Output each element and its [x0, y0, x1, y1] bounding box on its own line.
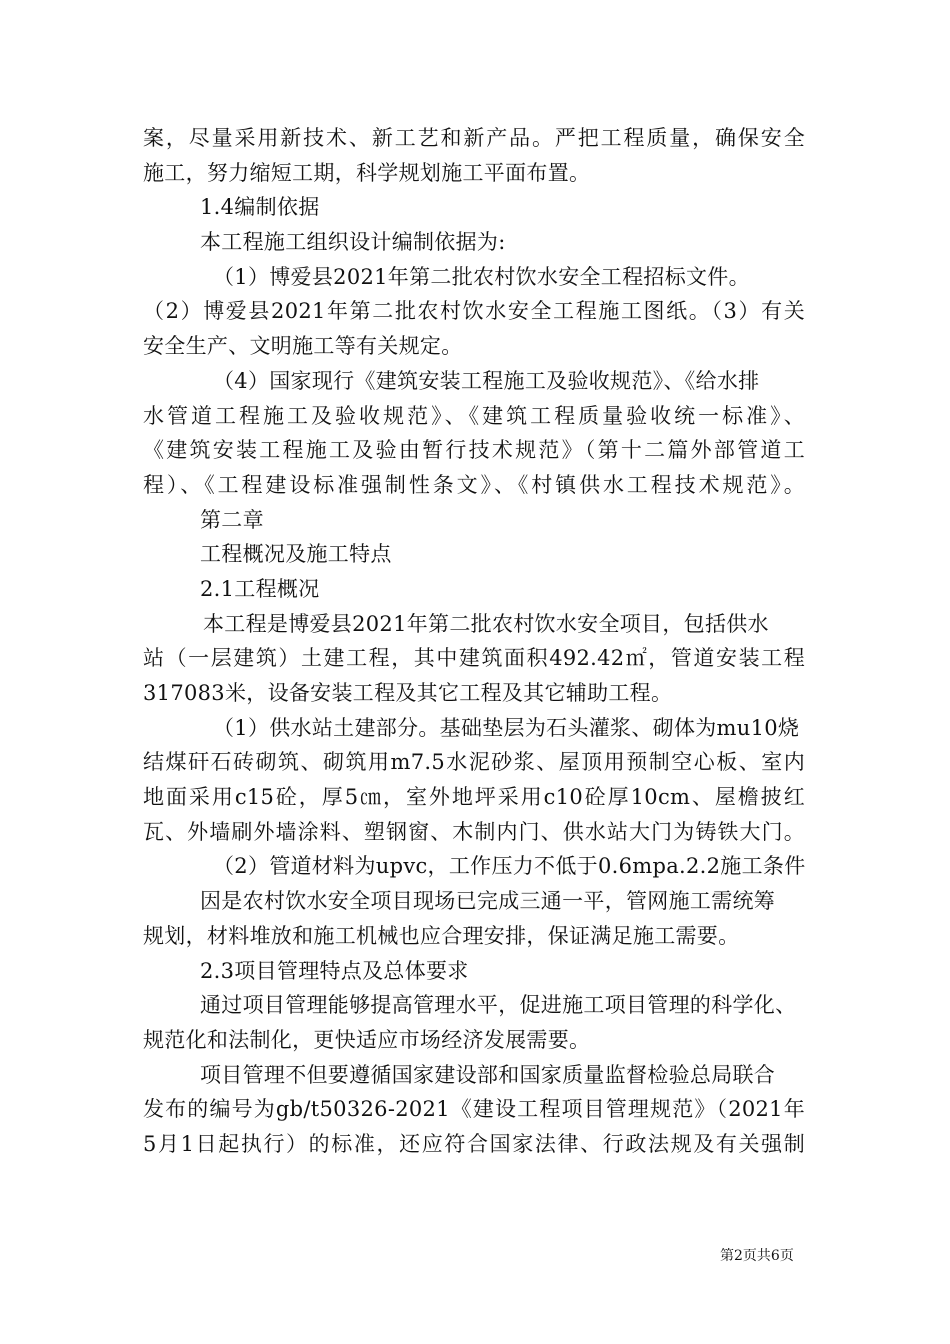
document-body	[143, 121, 815, 1162]
text-line: 规范化和法制化，更快适应市场经济发展需要。	[143, 1027, 591, 1052]
text-line: 《建筑安装工程施工及验由暂行技术规范》（第十二篇外部管道工	[143, 438, 805, 463]
section-heading: 2.1工程概况	[200, 576, 320, 601]
text-line: 水管道工程施工及验收规范》、《建筑工程质量验收统一标准》、	[143, 403, 805, 428]
text-line: 本工程是博爱县2021年第二批农村饮水安全项目，包括供水	[203, 611, 769, 636]
list-item: （4）国家现行《建筑安装工程施工及验收规范》、《给水排	[213, 368, 760, 393]
text-line: 瓦、外墙刷外墙涂料、塑钢窗、木制内门、供水站大门为铸铁大门。	[143, 819, 805, 844]
text-line: 安全生产、文明施工等有关规定。	[143, 334, 463, 359]
chapter-title: 工程概况及施工特点	[200, 542, 392, 567]
section-heading: 1.4编制依据	[200, 195, 320, 220]
text-line: 施工，努力缩短工期，科学规划施工平面布置。	[143, 160, 591, 185]
text-line: 本工程施工组织设计编制依据为:	[200, 230, 506, 255]
list-item: （2）管道材料为upvc，工作压力不低于0.6mpa.2.2施工条件	[213, 854, 806, 879]
text-line: 5月1日起执行）的标准，还应符合国家法律、行政法规及有关强制	[143, 1131, 805, 1156]
text-line: 站（一层建筑）土建工程，其中建筑面积492.42㎡，管道安装工程	[143, 646, 805, 671]
page-number-footer: 第2页共6页	[720, 1248, 794, 1264]
text-line: 程）、《工程建设标准强制性条文》、《村镇供水工程技术规范》。	[143, 472, 805, 497]
text-line: 案，尽量采用新技术、新工艺和新产品。严把工程质量，确保安全	[143, 126, 805, 150]
text-line: 发布的编号为gb/t50326-2021《建设工程项目管理规范》（2021年	[143, 1097, 805, 1122]
list-item: （1）博爱县2021年第二批农村饮水安全工程招标文件。	[213, 264, 750, 289]
text-line: 通过项目管理能够提高管理水平，促进施工项目管理的科学化、	[200, 993, 797, 1018]
text-line: 项目管理不但要遵循国家建设部和国家质量监督检验总局联合	[200, 1062, 776, 1087]
chapter-heading: 第二章	[200, 507, 264, 532]
text-line: 317083米，设备安装工程及其它工程及其它辅助工程。	[143, 681, 673, 705]
list-item: （2）博爱县2021年第二批农村饮水安全工程施工图纸。（3）有关	[143, 299, 805, 324]
text-line: 地面采用c15砼，厚5㎝，室外地坪采用c10砼厚10cm、屋檐披红	[143, 785, 805, 810]
text-line: 规划，材料堆放和施工机械也应合理安排，保证满足施工需要。	[143, 923, 740, 948]
text-line: 因是农村饮水安全项目现场已完成三通一平，管网施工需统筹	[200, 889, 776, 914]
text-line: 结煤矸石砖砌筑、砌筑用m7.5水泥砂浆、屋顶用预制空心板、室内	[143, 750, 805, 775]
section-heading: 2.3项目管理特点及总体要求	[200, 958, 469, 983]
list-item: （1）供水站土建部分。基础垫层为石头灌浆、砌体为mu10烧	[213, 715, 800, 740]
